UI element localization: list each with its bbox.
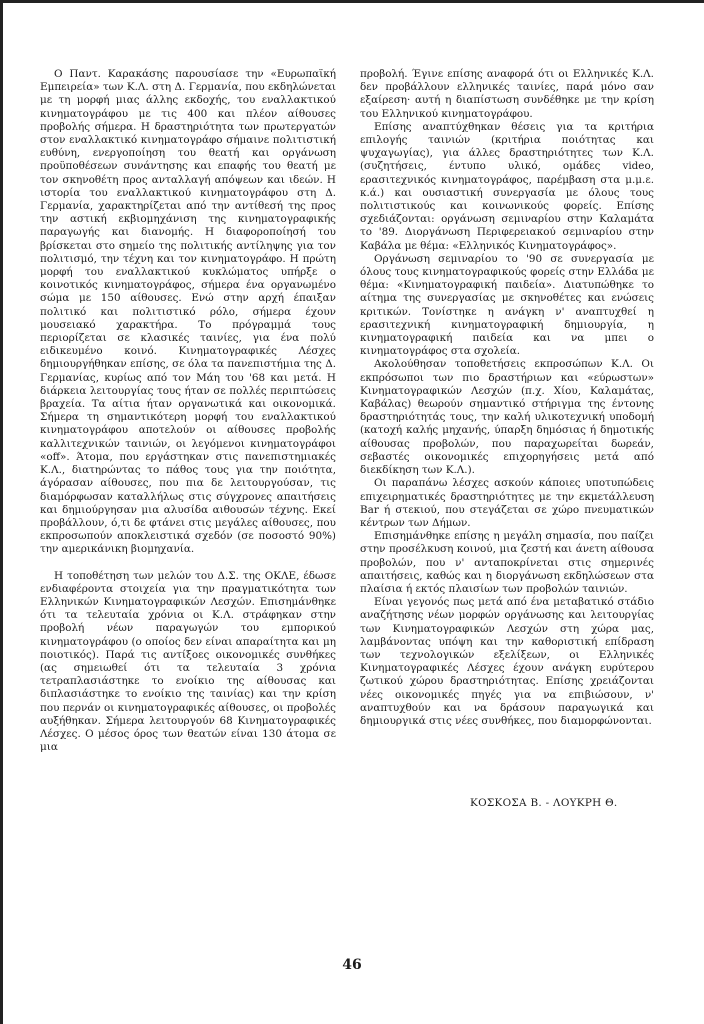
right-paragraph-1: προβολή. Έγινε επίσης αναφορά ότι οι Ελληνικές Κ.Λ. δεν προβάλλουν ελληνικές ταινίες, παρά μόνο σαν εξαίρεση· αυτή η διαπίστωση συνδέθηκε με την κρίση του Ελληνικού κινηματογράφου. <box>360 68 654 120</box>
scan-edge-top <box>0 0 704 3</box>
left-paragraph-1: Ο Παντ. Καρακάσης παρουσίασε την «Ευρωπαϊκή Εμπειρεία» των Κ.Λ. στη Δ. Γερμανία, που εκδηλώνεται με τη μορφή μιας άλλης εκδοχής, του εναλλακτικού κινηματογράφου με τις 400 και πλέον αίθουσες προβολής σήμερα. Η δραστηριότητα των πρωτεργατών στον εναλλακτικό κινηματογράφο σήμαινε πολιτιστική ευθύνη, ενεργοποίηση του θεατή και οργάνωση προϋποθέσεων συνάντησης και επαφής του θεατή με τον σκηνοθέτη προς ανταλλαγή απόψεων και ιδεών. Η ιστορία του εναλλακτικού κινηματογράφου στη Δ. Γερμανία, χαρακτηρίζεται από την αντίθεσή της προς την αστική εκβιομηχάνιση της κινηματογραφικής παραγωγής και διανομής. Η διαφοροποίησή του βρίσκεται στο σημείο της πολιτικής αντίληψης για τον πολιτισμό, την τέχνη και τον κινηματογράφο. Η πρώτη μορφή του εναλλακτικού κυκλώματος υπήρξε ο κοινοτικός κινηματογράφος, σήμερα ένα οργανωμένο σώμα με 150 αίθουσες. Ενώ στην αρχή έπαιξαν πολιτικό και πολιτιστικό ρόλο, σήμερα έχουν μουσειακό χαρακτήρα. Το πρόγραμμά τους περιορίζεται σε κλασικές ταινίες, για ένα πολύ ειδικευμένο κοινό. Κινηματογραφικές Λέσχες δημιουργήθηκαν επίσης, σε όλα τα πανεπιστήμια της Δ. Γερμανίας, κυρίως από τον Μάη του '68 και μετά. Η διάρκεια λειτουργίας τους ήταν σε πολλές περιπτώσεις βραχεία. Τα αίτια ήταν οργανωτικά και οικονομικά. Σήμερα τη σημαντικότερη μορφή του εναλλακτικού κινηματογράφου αποτελούν οι αίθουσες προβολής καλλιτεχνικών ταινιών, οι λεγόμενοι κινηματογράφοι «off». Άτομα, που εργάστηκαν στις πανεπιστημιακές Κ.Λ., διατηρώντας το πάθος τους για την ποιότητα, άγόρασαν αίθουσες, που πια δε λειτουργούσαν, τις διαμόρφωσαν καταλλήλως στις σύγχρονες απαιτήσεις και δημιούργησαν μια αλυσίδα αιθουσών τέχνης. Εκεί προβάλλουν, ό,τι δε φτάνει στις μεγάλες αίθουσες, που εκπροσωπούν αποκλειστικά σχεδόν (σε ποσοστό 90%) την αμερικάνικη βιομηχανία. <box>40 68 336 556</box>
page-number: 46 <box>342 957 362 973</box>
right-paragraph-5: Οι παραπάνω λέσχες ασκούν κάποιες υποτυπώδεις επιχειρηματικές δραστηριότητες με την εκμετάλλευση Bar ή στεκιού, που στεγάζεται σε χώρο πνευματικών κέντρων των Δήμων. <box>360 477 654 529</box>
right-paragraph-2: Επίσης αναπτύχθηκαν θέσεις για τα κριτήρια επιλογής ταινιών (κριτήρια ποιότητας και ψυχαγωγίας), για άλλες δραστηριότητες των Κ.Λ. (συζητήσεις, έντυπο υλικό, ομάδες video, ερασιτεχνικός κινηματογράφος, παρέμβαση στα μ.μ.ε. κ.ά.) και ουσιαστική συνεργασία με όλους τους πολιτιστικούς και κοινωνικούς φορείς. Επίσης σχεδιάζονται: οργάνωση σεμιναρίου στην Καλαμάτα το '89. Διοργάνωση Περιφερειακού σεμιναρίου στην Καβάλα με θέμα: «Ελληνικός Κινηματογράφος». <box>360 120 654 252</box>
right-paragraph-4: Ακολούθησαν τοποθετήσεις εκπροσώπων Κ.Λ. Οι εκπρόσωποι των πιο δραστήριων και «εύρωστων» Κινηματογραφικών Λεσχών (π.χ. Χίου, Καλαμάτας, Καβάλας) θεωρούν σημαντικό στήριγμα της έντονης δραστηριότητάς τους, την καλή υλικοτεχνική υποδομή (κατοχή καλής μηχανής, ύπαρξη δημόσιας ή δημοτικής αίθουσας προβολών, που παραχωρείται δωρεάν, σεβαστές οικονομικές επιχορηγήσεις μετά από διεκδίκηση των Κ.Λ.). <box>360 358 654 477</box>
author-signature: ΚΟΣΚΟΣΑ Β. - ΛΟΥΚΡΗ Θ. <box>470 797 618 809</box>
right-paragraph-7: Είναι γεγονός πως μετά από ένα μεταβατικό στάδιο αναζήτησης νέων μορφών οργάνωσης και λειτουργίας των Κινηματογραφικών Λεσχών στη χώρα μας, λαμβάνοντας υπόψη και την καθοριστική επίδραση των τεχνολογικών εξελίξεων, οι Ελληνικές Κινηματογραφικές Λέσχες έχουν ανάγκη ευρύτερου ζωτικού χώρου δραστηριότητας. Επίσης χρειάζονται νέες οικονομικές πηγές για να επιβιώσουν, ν' αναπτυχθούν και να δράσουν παραγωγικά και δημιουργικά στις νέες συνθήκες, που διαμορφώνονται. <box>360 596 654 727</box>
right-column <box>360 68 654 728</box>
right-paragraph-6: Επισημάνθηκε επίσης η μεγάλη σημασία, που παίζει στην προσέλκυση κοινού, μια ζεστή και άνετη αίθουσα προβολών, που ν' ανταποκρίνεται στις σημερινές απαιτήσεις, καθώς και η διοργάνωση εκδηλώσεων στα πλαίσια ή εκτός πλαισίων των προβολών ταινιών. <box>360 530 654 595</box>
left-column <box>40 68 336 754</box>
scan-edge-left <box>0 0 3 1024</box>
right-paragraph-3: Οργάνωση σεμιναρίου το '90 σε συνεργασία με όλους τους κινηματογραφικούς φορείς στην Ελλάδα με θέμα: «Κινηματογραφική παιδεία». Διατυπώθηκε το αίτημα της συνεργασίας με σκηνοθέτες και ενώσεις κριτικών. Τονίστηκε η ανάγκη ν' αναπτυχθεί η ερασιτεχνική κινηματογραφική δημιουργία, η κινηματογραφική παιδεία και να μπει ο κινηματογράφος στα σχολεία. <box>360 252 654 358</box>
left-paragraph-2: Η τοποθέτηση των μελών του Δ.Σ. της ΟΚΛΕ, έδωσε ενδιαφέροντα στοιχεία για την πραγματικότητα των Ελληνικών Κινηματογραφικών Λεσχών. Επισημάνθηκε ότι τα τελευταία χρόνια οι Κ.Λ. στράφηκαν στην προβολή νέων παραγωγών του εμπορικού κινηματογράφου (ο οποίος δεν είναι απαραίτητα και μη ποιοτικός). Παρά τις αντίξοες οικονομικές συνθήκες (ας σημειωθεί ότι τα τελευταία 3 χρόνια τετραπλασιάστηκε το ενοίκιο της αίθουσας και διπλασιάστηκε το ενοίκιο της ταινίας) και την κρίση που περνάν οι κινηματογραφικές αίθουσες, οι προβολές αυξήθηκαν. Σήμερα λειτουργούν 68 Κινηματογραφικές Λέσχες. Ο μέσος όρος των θεατών είναι 130 άτομα σε μια <box>40 569 336 754</box>
